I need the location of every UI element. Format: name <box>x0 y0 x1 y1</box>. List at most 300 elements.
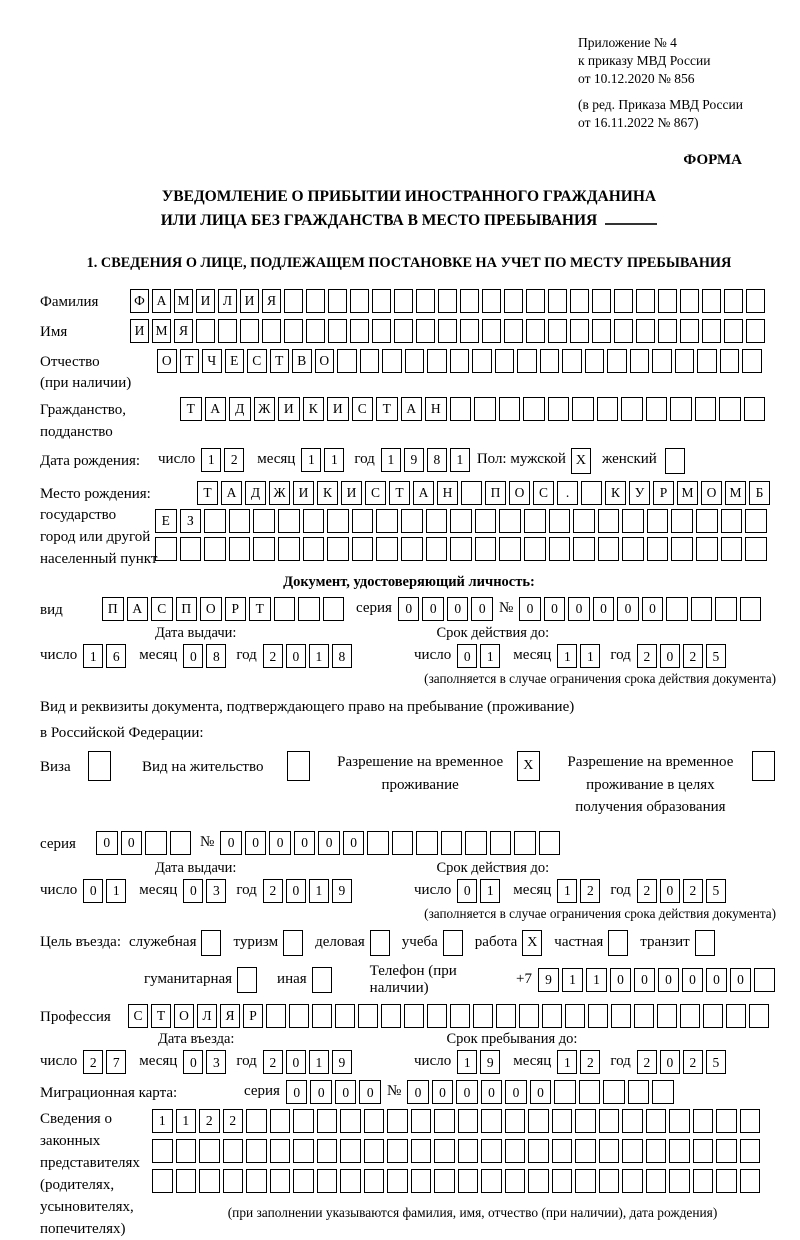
char-cell[interactable] <box>312 1004 332 1028</box>
char-cell[interactable] <box>438 289 457 313</box>
char-cell[interactable]: 5 <box>706 879 726 903</box>
char-cell[interactable]: С <box>151 597 173 621</box>
char-cell[interactable] <box>253 537 275 561</box>
char-cell[interactable] <box>658 319 677 343</box>
char-cell[interactable]: 2 <box>637 644 657 668</box>
char-cell[interactable] <box>223 1139 244 1163</box>
char-cell[interactable]: 3 <box>206 1050 226 1074</box>
char-cell[interactable] <box>721 509 743 533</box>
birthdate-month-cells[interactable] <box>301 448 347 472</box>
char-cell[interactable]: 0 <box>407 1080 429 1104</box>
char-cell[interactable] <box>352 537 374 561</box>
char-cell[interactable]: 1 <box>324 448 344 472</box>
char-cell[interactable] <box>680 319 699 343</box>
id-issue-day-cells[interactable] <box>83 644 129 668</box>
char-cell[interactable]: 1 <box>557 879 577 903</box>
char-cell[interactable] <box>572 397 594 421</box>
char-cell[interactable]: Ж <box>254 397 276 421</box>
char-cell[interactable] <box>458 1109 479 1133</box>
char-cell[interactable] <box>575 1139 596 1163</box>
char-cell[interactable]: 2 <box>580 879 600 903</box>
char-cell[interactable] <box>611 1004 631 1028</box>
char-cell[interactable] <box>716 1169 737 1193</box>
char-cell[interactable] <box>671 509 693 533</box>
char-cell[interactable]: 0 <box>432 1080 454 1104</box>
char-cell[interactable] <box>434 1139 455 1163</box>
char-cell[interactable] <box>358 1004 378 1028</box>
char-cell[interactable] <box>458 1169 479 1193</box>
char-cell[interactable] <box>481 1139 502 1163</box>
char-cell[interactable] <box>573 537 595 561</box>
char-cell[interactable]: 9 <box>332 879 352 903</box>
char-cell[interactable] <box>622 537 644 561</box>
char-cell[interactable] <box>427 1004 447 1028</box>
char-cell[interactable] <box>570 289 589 313</box>
char-cell[interactable] <box>416 319 435 343</box>
char-cell[interactable] <box>754 968 775 992</box>
char-cell[interactable]: 0 <box>294 831 316 855</box>
char-cell[interactable]: Р <box>653 481 674 505</box>
char-cell[interactable] <box>528 1109 549 1133</box>
char-cell[interactable] <box>599 1109 620 1133</box>
char-cell[interactable] <box>460 289 479 313</box>
char-cell[interactable]: 0 <box>183 644 203 668</box>
char-cell[interactable]: А <box>127 597 149 621</box>
char-cell[interactable] <box>496 1004 516 1028</box>
char-cell[interactable]: 2 <box>580 1050 600 1074</box>
char-cell[interactable] <box>176 1139 197 1163</box>
char-cell[interactable] <box>675 349 695 373</box>
char-cell[interactable] <box>253 509 275 533</box>
char-cell[interactable]: 2 <box>263 879 283 903</box>
char-cell[interactable] <box>284 319 303 343</box>
char-cell[interactable] <box>505 1169 526 1193</box>
char-cell[interactable]: Я <box>220 1004 240 1028</box>
char-cell[interactable] <box>636 319 655 343</box>
char-cell[interactable] <box>180 537 202 561</box>
phone-cells[interactable] <box>538 968 778 992</box>
stay-expiry-month-cells[interactable] <box>557 879 603 903</box>
char-cell[interactable] <box>548 397 570 421</box>
char-cell[interactable] <box>696 537 718 561</box>
char-cell[interactable] <box>495 349 515 373</box>
char-cell[interactable]: 2 <box>683 879 703 903</box>
char-cell[interactable] <box>749 1004 769 1028</box>
char-cell[interactable]: 5 <box>706 644 726 668</box>
char-cell[interactable] <box>740 1139 761 1163</box>
char-cell[interactable] <box>565 1004 585 1028</box>
char-cell[interactable] <box>387 1169 408 1193</box>
char-cell[interactable]: 0 <box>286 879 306 903</box>
char-cell[interactable] <box>306 289 325 313</box>
char-cell[interactable] <box>697 349 717 373</box>
purpose-work-checkbox[interactable]: X <box>522 930 542 956</box>
char-cell[interactable]: 0 <box>447 597 469 621</box>
char-cell[interactable] <box>274 597 296 621</box>
char-cell[interactable] <box>552 1169 573 1193</box>
char-cell[interactable] <box>669 1169 690 1193</box>
char-cell[interactable] <box>450 537 472 561</box>
char-cell[interactable] <box>411 1169 432 1193</box>
char-cell[interactable] <box>524 509 546 533</box>
char-cell[interactable] <box>240 319 259 343</box>
char-cell[interactable] <box>745 509 767 533</box>
char-cell[interactable] <box>716 1139 737 1163</box>
char-cell[interactable]: Т <box>180 397 202 421</box>
char-cell[interactable] <box>376 537 398 561</box>
char-cell[interactable] <box>745 537 767 561</box>
char-cell[interactable] <box>327 537 349 561</box>
char-cell[interactable] <box>575 1169 596 1193</box>
char-cell[interactable] <box>740 1109 761 1133</box>
char-cell[interactable] <box>646 1109 667 1133</box>
char-cell[interactable] <box>746 289 765 313</box>
char-cell[interactable] <box>441 831 463 855</box>
char-cell[interactable] <box>303 537 325 561</box>
char-cell[interactable] <box>475 509 497 533</box>
char-cell[interactable] <box>579 1080 601 1104</box>
sex-female-checkbox[interactable] <box>665 448 685 474</box>
char-cell[interactable]: Ф <box>130 289 149 313</box>
char-cell[interactable]: 1 <box>557 644 577 668</box>
char-cell[interactable] <box>669 1139 690 1163</box>
char-cell[interactable] <box>573 509 595 533</box>
char-cell[interactable]: 0 <box>245 831 267 855</box>
char-cell[interactable] <box>702 289 721 313</box>
char-cell[interactable] <box>155 537 177 561</box>
char-cell[interactable]: 2 <box>637 879 657 903</box>
char-cell[interactable] <box>405 349 425 373</box>
purpose-tourism-checkbox[interactable] <box>283 930 303 956</box>
char-cell[interactable] <box>381 1004 401 1028</box>
temp-edu-permit-checkbox[interactable] <box>752 751 775 781</box>
char-cell[interactable]: 0 <box>471 597 493 621</box>
char-cell[interactable] <box>278 537 300 561</box>
id-series-cells[interactable] <box>398 597 496 621</box>
char-cell[interactable]: О <box>315 349 335 373</box>
char-cell[interactable] <box>350 319 369 343</box>
sex-male-checkbox[interactable]: X <box>571 448 591 474</box>
char-cell[interactable] <box>603 1080 625 1104</box>
char-cell[interactable]: 0 <box>121 831 143 855</box>
char-cell[interactable]: 1 <box>176 1109 197 1133</box>
char-cell[interactable] <box>450 509 472 533</box>
char-cell[interactable]: 7 <box>106 1050 126 1074</box>
char-cell[interactable]: 0 <box>568 597 590 621</box>
char-cell[interactable] <box>152 1169 173 1193</box>
char-cell[interactable]: 2 <box>199 1109 220 1133</box>
char-cell[interactable]: Д <box>229 397 251 421</box>
char-cell[interactable] <box>526 289 545 313</box>
char-cell[interactable]: 0 <box>660 644 680 668</box>
purpose-transit-checkbox[interactable] <box>695 930 715 956</box>
char-cell[interactable] <box>562 349 582 373</box>
char-cell[interactable]: И <box>130 319 149 343</box>
char-cell[interactable] <box>364 1109 385 1133</box>
char-cell[interactable]: Т <box>151 1004 171 1028</box>
char-cell[interactable]: 0 <box>706 968 727 992</box>
char-cell[interactable]: Я <box>262 289 281 313</box>
char-cell[interactable] <box>196 319 215 343</box>
char-cell[interactable]: А <box>401 397 423 421</box>
stay-number-cells[interactable] <box>220 831 563 855</box>
birthplace-cells-row3[interactable] <box>155 537 770 561</box>
char-cell[interactable]: 0 <box>610 968 631 992</box>
char-cell[interactable]: 0 <box>183 879 203 903</box>
char-cell[interactable] <box>426 509 448 533</box>
char-cell[interactable] <box>262 319 281 343</box>
id-number-cells[interactable] <box>519 597 764 621</box>
char-cell[interactable] <box>670 397 692 421</box>
char-cell[interactable] <box>284 289 303 313</box>
char-cell[interactable] <box>526 319 545 343</box>
char-cell[interactable]: 0 <box>456 1080 478 1104</box>
char-cell[interactable] <box>646 1169 667 1193</box>
purpose-other-checkbox[interactable] <box>312 967 332 993</box>
char-cell[interactable] <box>335 1004 355 1028</box>
char-cell[interactable] <box>229 509 251 533</box>
char-cell[interactable]: У <box>629 481 650 505</box>
char-cell[interactable] <box>482 319 501 343</box>
char-cell[interactable]: П <box>485 481 506 505</box>
char-cell[interactable]: А <box>205 397 227 421</box>
char-cell[interactable] <box>528 1139 549 1163</box>
char-cell[interactable] <box>585 349 605 373</box>
char-cell[interactable] <box>246 1169 267 1193</box>
char-cell[interactable] <box>523 397 545 421</box>
char-cell[interactable] <box>473 1004 493 1028</box>
char-cell[interactable] <box>465 831 487 855</box>
char-cell[interactable] <box>152 1139 173 1163</box>
char-cell[interactable]: 0 <box>682 968 703 992</box>
char-cell[interactable] <box>364 1139 385 1163</box>
char-cell[interactable]: О <box>509 481 530 505</box>
char-cell[interactable] <box>458 1139 479 1163</box>
char-cell[interactable] <box>622 1139 643 1163</box>
char-cell[interactable]: 0 <box>220 831 242 855</box>
char-cell[interactable]: 0 <box>398 597 420 621</box>
purpose-humanitarian-checkbox[interactable] <box>237 967 257 993</box>
purpose-study-checkbox[interactable] <box>443 930 463 956</box>
char-cell[interactable]: Я <box>174 319 193 343</box>
char-cell[interactable] <box>695 397 717 421</box>
char-cell[interactable]: Т <box>270 349 290 373</box>
birthplace-cells-row2[interactable] <box>155 509 770 533</box>
char-cell[interactable] <box>499 397 521 421</box>
char-cell[interactable] <box>411 1139 432 1163</box>
char-cell[interactable] <box>703 1004 723 1028</box>
id-issue-year-cells[interactable] <box>263 644 355 668</box>
char-cell[interactable]: Р <box>243 1004 263 1028</box>
char-cell[interactable] <box>298 597 320 621</box>
char-cell[interactable] <box>746 319 765 343</box>
char-cell[interactable] <box>482 289 501 313</box>
char-cell[interactable] <box>317 1109 338 1133</box>
char-cell[interactable] <box>450 1004 470 1028</box>
char-cell[interactable] <box>427 349 447 373</box>
char-cell[interactable] <box>592 289 611 313</box>
char-cell[interactable] <box>666 597 688 621</box>
char-cell[interactable] <box>387 1109 408 1133</box>
char-cell[interactable]: 0 <box>593 597 615 621</box>
char-cell[interactable] <box>588 1004 608 1028</box>
char-cell[interactable] <box>702 319 721 343</box>
stay-series-cells[interactable] <box>96 831 194 855</box>
representatives-cells-row1[interactable] <box>152 1109 763 1133</box>
char-cell[interactable]: 8 <box>206 644 226 668</box>
char-cell[interactable] <box>726 1004 746 1028</box>
char-cell[interactable] <box>652 349 672 373</box>
char-cell[interactable] <box>680 289 699 313</box>
char-cell[interactable]: 0 <box>544 597 566 621</box>
char-cell[interactable] <box>669 1109 690 1133</box>
char-cell[interactable] <box>461 481 482 505</box>
char-cell[interactable]: М <box>152 319 171 343</box>
char-cell[interactable]: 9 <box>538 968 559 992</box>
char-cell[interactable]: Т <box>197 481 218 505</box>
char-cell[interactable] <box>715 597 737 621</box>
char-cell[interactable]: 5 <box>706 1050 726 1074</box>
char-cell[interactable]: 3 <box>206 879 226 903</box>
char-cell[interactable]: 9 <box>332 1050 352 1074</box>
char-cell[interactable] <box>306 319 325 343</box>
char-cell[interactable] <box>481 1109 502 1133</box>
char-cell[interactable] <box>490 831 512 855</box>
char-cell[interactable]: 0 <box>269 831 291 855</box>
birthdate-day-cells[interactable] <box>201 448 247 472</box>
char-cell[interactable]: 0 <box>83 879 103 903</box>
char-cell[interactable]: 0 <box>318 831 340 855</box>
char-cell[interactable]: Н <box>425 397 447 421</box>
char-cell[interactable] <box>474 397 496 421</box>
char-cell[interactable]: К <box>317 481 338 505</box>
purpose-private-checkbox[interactable] <box>608 930 628 956</box>
char-cell[interactable] <box>145 831 167 855</box>
char-cell[interactable] <box>658 289 677 313</box>
char-cell[interactable] <box>724 319 743 343</box>
purpose-official-checkbox[interactable] <box>201 930 221 956</box>
stay-issue-day-cells[interactable] <box>83 879 129 903</box>
char-cell[interactable] <box>554 1080 576 1104</box>
char-cell[interactable] <box>289 1004 309 1028</box>
char-cell[interactable]: О <box>701 481 722 505</box>
char-cell[interactable] <box>450 397 472 421</box>
char-cell[interactable]: Т <box>180 349 200 373</box>
char-cell[interactable]: Б <box>749 481 770 505</box>
char-cell[interactable]: Ч <box>202 349 222 373</box>
char-cell[interactable]: С <box>247 349 267 373</box>
representatives-cells-row2[interactable] <box>152 1139 763 1163</box>
surname-cells[interactable] <box>130 289 768 313</box>
char-cell[interactable] <box>716 1109 737 1133</box>
char-cell[interactable] <box>646 397 668 421</box>
char-cell[interactable] <box>293 1169 314 1193</box>
stay-until-month-cells[interactable] <box>557 1050 603 1074</box>
char-cell[interactable]: 0 <box>642 597 664 621</box>
id-expiry-month-cells[interactable] <box>557 644 603 668</box>
char-cell[interactable] <box>542 1004 562 1028</box>
char-cell[interactable] <box>597 397 619 421</box>
char-cell[interactable] <box>328 319 347 343</box>
char-cell[interactable] <box>270 1169 291 1193</box>
char-cell[interactable] <box>266 1004 286 1028</box>
char-cell[interactable] <box>742 349 762 373</box>
citizenship-cells[interactable] <box>180 397 768 421</box>
char-cell[interactable]: 1 <box>580 644 600 668</box>
char-cell[interactable]: З <box>180 509 202 533</box>
char-cell[interactable]: 0 <box>660 879 680 903</box>
char-cell[interactable] <box>328 289 347 313</box>
char-cell[interactable]: М <box>174 289 193 313</box>
char-cell[interactable] <box>404 1004 424 1028</box>
char-cell[interactable] <box>426 537 448 561</box>
char-cell[interactable] <box>223 1169 244 1193</box>
representatives-cells-row3[interactable] <box>152 1169 763 1193</box>
char-cell[interactable] <box>416 289 435 313</box>
char-cell[interactable]: 0 <box>422 597 444 621</box>
char-cell[interactable] <box>598 509 620 533</box>
char-cell[interactable] <box>519 1004 539 1028</box>
birthplace-cells-row1[interactable] <box>197 481 773 505</box>
char-cell[interactable] <box>575 1109 596 1133</box>
char-cell[interactable] <box>475 537 497 561</box>
char-cell[interactable] <box>376 509 398 533</box>
char-cell[interactable]: 0 <box>183 1050 203 1074</box>
char-cell[interactable] <box>598 537 620 561</box>
char-cell[interactable]: 1 <box>450 448 470 472</box>
char-cell[interactable] <box>693 1109 714 1133</box>
visa-checkbox[interactable] <box>88 751 111 781</box>
char-cell[interactable] <box>317 1169 338 1193</box>
char-cell[interactable] <box>340 1139 361 1163</box>
char-cell[interactable]: 1 <box>381 448 401 472</box>
char-cell[interactable] <box>724 289 743 313</box>
char-cell[interactable] <box>401 509 423 533</box>
char-cell[interactable]: . <box>557 481 578 505</box>
char-cell[interactable]: А <box>413 481 434 505</box>
char-cell[interactable] <box>499 509 521 533</box>
char-cell[interactable] <box>364 1169 385 1193</box>
char-cell[interactable] <box>552 1139 573 1163</box>
stay-issue-month-cells[interactable] <box>183 879 229 903</box>
char-cell[interactable] <box>647 537 669 561</box>
char-cell[interactable] <box>323 597 345 621</box>
char-cell[interactable] <box>514 831 536 855</box>
char-cell[interactable]: С <box>352 397 374 421</box>
stay-expiry-year-cells[interactable] <box>637 879 729 903</box>
char-cell[interactable]: 0 <box>96 831 118 855</box>
stay-until-year-cells[interactable] <box>637 1050 729 1074</box>
char-cell[interactable]: 2 <box>637 1050 657 1074</box>
char-cell[interactable]: Л <box>197 1004 217 1028</box>
char-cell[interactable] <box>524 537 546 561</box>
char-cell[interactable] <box>401 537 423 561</box>
char-cell[interactable] <box>696 509 718 533</box>
char-cell[interactable] <box>652 1080 674 1104</box>
char-cell[interactable] <box>176 1169 197 1193</box>
char-cell[interactable]: Д <box>245 481 266 505</box>
stay-expiry-day-cells[interactable] <box>457 879 503 903</box>
char-cell[interactable]: 9 <box>480 1050 500 1074</box>
char-cell[interactable] <box>170 831 192 855</box>
char-cell[interactable] <box>720 349 740 373</box>
char-cell[interactable]: 1 <box>480 644 500 668</box>
char-cell[interactable]: Т <box>249 597 271 621</box>
mig-series-cells[interactable] <box>286 1080 384 1104</box>
char-cell[interactable] <box>387 1139 408 1163</box>
char-cell[interactable] <box>372 319 391 343</box>
char-cell[interactable]: Е <box>225 349 245 373</box>
